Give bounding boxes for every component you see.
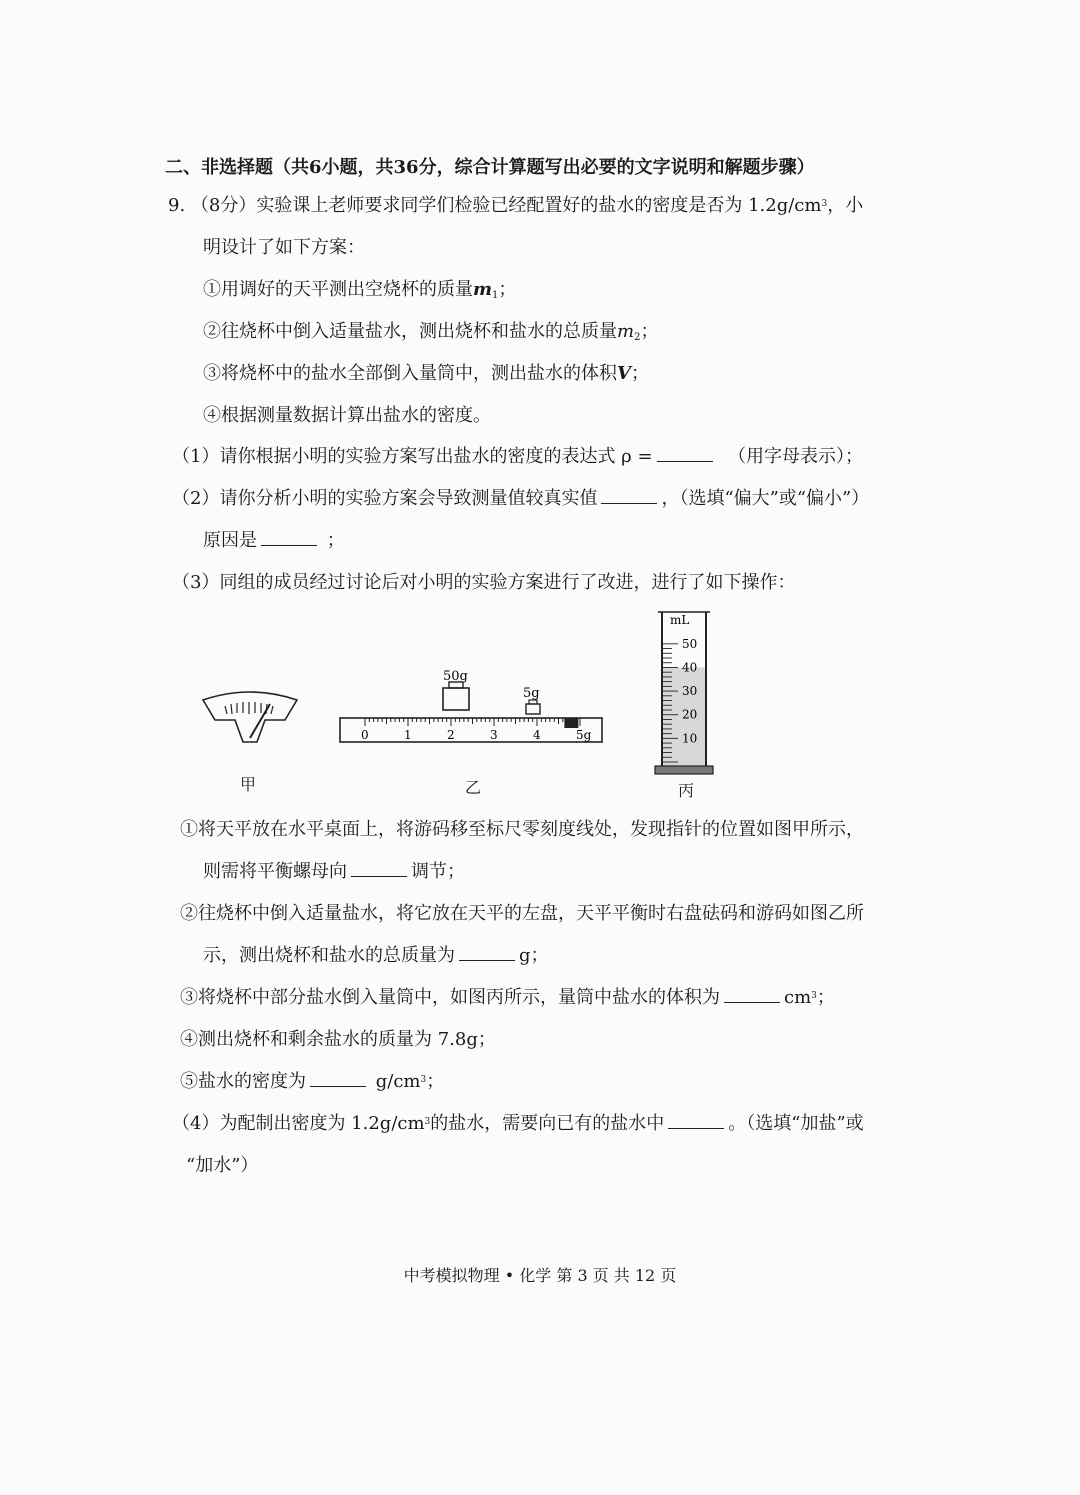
question-9-intro-cont: 明设计了如下方案： [203,237,365,258]
cylinder-tick-label: 10 [682,731,698,746]
figure-label-jia: 甲 [240,775,257,794]
part-2: （2）请你分析小明的实验方案会导致测量值较真实值 ，（选填“偏大”或“偏小”） [172,488,870,509]
cylinder-unit: mL [670,613,690,627]
part-4: （4）为配制出密度为 $1.2g/cm^3$的盐水，需要向已有的盐水中 。（选填“加盐”或 [172,1113,864,1134]
answer-blank-1[interactable] [657,445,713,462]
step-2-cont: 示，测出烧杯和盐水的总质量为 g； [203,945,549,966]
weight-5g [526,704,540,714]
ruler-tick-label: 3 [490,728,498,742]
step-3: ③将烧杯中部分盐水倒入量筒中，如图丙所示，量筒中盐水的体积为 $cm^3$； [180,987,835,1008]
ruler-tick-label: 5g [576,728,592,742]
cylinder-tick-label: 40 [682,660,698,675]
answer-blank-6[interactable] [724,986,780,1003]
intro-text-end: ，小 [827,195,864,216]
cylinder-tick-label: 50 [682,636,698,651]
step-1: ①将天平放在水平桌面上，将游码移至标尺零刻度线处，发现指针的位置如图甲所示， [180,819,864,840]
plan-step-3: ③将烧杯中的盐水全部倒入量筒中，测出盐水的体积V； [203,363,649,384]
rider [564,718,578,728]
weight-50g [443,688,469,710]
answer-blank-7[interactable] [310,1070,366,1087]
weight-5g-label: 5g [523,686,540,701]
measuring-cylinder-figure [652,608,720,778]
page-footer: 中考模拟物理 • 化学 第 3 页 共 12 页 [403,1266,677,1285]
section-title: 二、非选择题（共6小题，共36分，综合计算题写出必要的文字说明和解题步骤） [165,157,815,178]
step-4: ④测出烧杯和剩余盐水的质量为 7.8g； [180,1029,496,1050]
step-5: ⑤盐水的密度为 $g/cm^3$； [180,1071,445,1092]
plan-step-4: ④根据测量数据计算出盐水的密度。 [203,405,491,426]
intro-text: （8分）实验课上老师要求同学们检验已经配置好的盐水的密度是否为 1.2g/cm [190,195,822,216]
balance-pointer-figure [195,690,305,750]
part-2-reason: 原因是 ； [203,530,345,551]
answer-blank-8[interactable] [668,1112,724,1129]
weight-50g-label: 50g [443,669,468,684]
step-1-cont: 则需将平衡螺母向 调节； [203,861,465,882]
cylinder-tick-label: 20 [682,707,698,722]
cylinder-tick-label: 30 [682,684,698,699]
answer-blank-2[interactable] [601,487,657,504]
figure-label-bing: 丙 [678,781,695,800]
balance-ruler-figure [335,662,610,752]
ruler-tick-label: 4 [533,728,541,742]
answer-blank-5[interactable] [459,944,515,961]
part-1: （1）请你根据小明的实验方案写出盐水的密度的表达式 ρ = （用字母表示）； [172,446,864,467]
unit-sup: 3 [821,199,828,209]
cylinder-base [655,766,713,774]
ruler-tick-label: 0 [361,728,369,742]
step-2: ②往烧杯中倒入适量盐水，将它放在天平的左盘，天平平衡时右盘砝码和游码如图乙所 [180,903,864,924]
answer-blank-4[interactable] [351,860,407,877]
part-4-cont: “加水”） [186,1155,259,1176]
plan-step-2: ②往烧杯中倒入适量盐水，测出烧杯和盐水的总质量$m_2$； [203,321,659,343]
answer-blank-3[interactable] [261,529,317,546]
ruler-tick-label: 1 [404,728,412,742]
figure-label-yi: 乙 [465,778,482,797]
question-number: 9. [168,195,186,216]
question-9-intro [168,194,863,218]
ruler-tick-label: 2 [447,728,455,742]
plan-step-1: ①用调好的天平测出空烧杯的质量$m_1$； [203,279,517,301]
part-3: （3）同组的成员经过讨论后对小明的实验方案进行了改进，进行了如下操作： [172,572,796,593]
